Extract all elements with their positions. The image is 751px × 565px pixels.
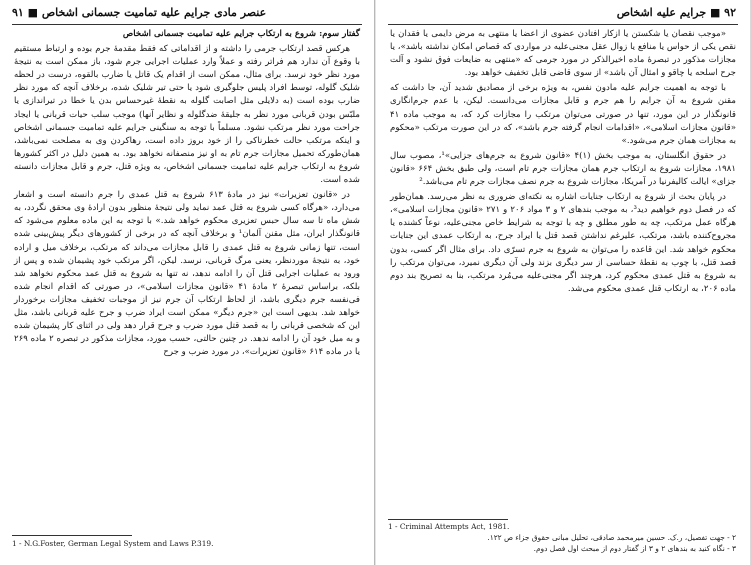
left-footnote-separator <box>12 535 132 536</box>
right-paragraph-1: «موجب نقصان یا شکستن یا ازکار افتادن عضوی از اعضا یا منتهی به مرض دایمی یا فقدان یا نقص یکی از حواس یا منافع یا زوال عقل مجنی‌علیه در مواردی که قصاص امکان نداشته باشد»، یا مجازات مذکور در تبصرهٔ ماده اخیرالذکر در مورد جرمی که «منتهی به ضایعات فوق نشود و آلت جرح اسلحه یا چاقو و امثال آن باشد» از سوی قاضی قابل تخفیف خواهد بود. <box>390 29 736 79</box>
right-header-rule <box>388 24 738 25</box>
left-page <box>0 0 375 565</box>
right-paragraph-3: در حقوق انگلستان، به موجب بخش (۱)۴ «قانون شروع به جرم‌های جزایی»¹، مصوب سال ۱۹۸۱، مجازات شروع به ارتکاب جرم همان مجازات جرم تام است، ولی طبق بخش ۶۶۴ «قانون جزای» ایالت کالیفرنیا در آمریکا، مجازات شروع به جرم نصف مجازات جرم تام می‌باشد.² <box>390 150 737 188</box>
left-paragraph-1: هرکس قصد ارتکاب جرمی را داشته و از اقداماتی که فقط مقدمهٔ جرم بوده و ارتباط مستقیم با وقوع آن ندارد هم فراتر رفته و عملاً وارد عملیات اجرایی جرم شود، باز ممکن است به نتیجهٔ مورد نظر خود نرسد. برای مثال، ممکن است از اقدام یک قاتل یا ضارب بالقوه، درست در لحظه شلیک گلوله، توسط افراد پلیس جلوگیری شود یا حتی تیر شلیک شده، برخلاف آنچه که مورد نظر ضارب بوده است (به دلایلی مثل اصابت گلوله به نقطهٔ غیرحساس بدن یا خطا در تیراندازی یا ملبّس بودن قربانی مورد نظر به جلیقهٔ ضدگلوله و نظایر آنها) موجب سلب حیات قربانی یا ایجاد جراحت مورد نظر مرتکب نشود. مسلماً با توجه به سنگینی جرایم علیه تمامیت جسمانی اشخاص و اینکه مرتکب حالت خطرناکی را از خود بروز داده است، رهاکردن وی به مصلحت نمی‌باشد، همان‌طورکه تحمیل مجازات جرم تام به او نیز منصفانه نخواهد بود. به همین دلیل در اکثر کشورها شروع به ارتکاب جرایم علیه تمامیت جسمانی اشخاص، به ویژه قتل، جرم و قابل مجازات دانسته شده است. <box>14 44 360 186</box>
right-page <box>375 0 750 565</box>
left-header-rule <box>12 24 362 25</box>
left-page-body <box>14 28 360 359</box>
left-footnote: 1 - N.G.Foster, German Legal System and Laws P.319. <box>12 539 214 548</box>
section-heading: گفتار سوم: شروع به ارتکاب جرایم علیه تمامیت جسمانی اشخاص <box>122 29 360 39</box>
right-footnote-3: ۳ - نگاه کنید به بندهای ۲ و ۳ از گفتار دوم از مبحث اول فصل دوم. <box>533 544 736 553</box>
right-footnote-2: ۲ - جهت تفصیل، ر.ک. حسین میرمحمد صادقی، تحلیل مبانی حقوق جزاء ص ۱۲۲. <box>487 533 736 542</box>
right-running-header: ۹۲ ■ جرایم علیه اشخاص <box>616 6 736 19</box>
right-paragraph-2: با توجه به اهمیت جرایم علیه مادون نفس، به ویژه برخی از مصادیق شدید آن، جا داشت که مقنن شروع به آن جرایم را هم جرم و قابل مجازات می‌دانست. لیکن، با عدم جرم‌انگاری قانونگذار در این مورد، تنها در صورتی می‌توان مرتکب را مجازات کرد که، به موجب ماده ۴۱ «قانون مجازات اسلامی»، «اقدامات انجام گرفته جرم باشد»، که در این صورت مرتکب «محکوم به مجازات همان جرم می‌شود.» <box>390 83 736 146</box>
right-page-body <box>390 28 736 296</box>
right-paragraph-4: در پایان بحث از شروع به ارتکاب جنایات اشاره به نکته‌ای ضروری به نظر می‌رسد. همان‌طور که در فصل دوم خواهیم دید³، به موجب بندهای ۲ و ۳ مواد ۲۰۶ و ۲۷۱ «قانون مجازات اسلامی»، هرگاه عمل مرتکب، چه به طور مطلق و چه با توجه به شرایط خاص مجنی‌علیه، نوعاً کشنده یا مجروح‌کننده باشد، مرتکب، علیرغم نداشتن قصد قتل یا ایراد جرح، به ارتکاب عمدی این جنایات محکوم خواهد شد. این قاعده را می‌توان به شروع به جرم تسرّی داد. برای مثال اگر کسی، بدون قصد قتل، با چوب به نقطهٔ حساسی از سر دیگری بزند ولی آن دیگری نمیرد، می‌توان مرتکب را به شروع به قتل عمدی محکوم کرد، هرچند اگر مجنی‌علیه می‌مُرد مرتکب، بنا به تصریح بند دوم ماده ۲۰۶، به ارتکاب قتل عمدی محکوم می‌شد. <box>390 192 736 294</box>
left-running-header: عنصر مادی جرایم علیه تمامیت جسمانی اشخاص ■ ۹۱ <box>12 6 267 19</box>
right-footnote-separator <box>388 519 508 520</box>
right-footnote-1: 1 - Criminal Attempts Act, 1981. <box>388 522 510 531</box>
left-paragraph-2: در «قانون تعزیرات» نیز در مادهٔ ۶۱۳ شروع به قتل عمدی را جرم دانسته است و اشعار می‌دارد، «هرگاه کسی شروع به قتل عمد نماید ولی نتیجهٔ منظور بدون ارادهٔ وی محقق نگردد، به شش ماه تا سه سال حبس تعزیری محکوم خواهد شد.» با توجه به این ماده معلوم می‌شود که قانونگذار ایران، مثل مقنن آلمان¹ و برخلاف آنچه که در برخی از کشورهای دیگر پیش‌بینی شده است، تنها زمانی شروع به قتل عمدی را قابل مجازات می‌داند که مرتکب، برخلاف میل و اراده خود، به نتیجهٔ موردنظر، یعنی مرگ قربانی، نرسد. لیکن، اگر مرتکب خود پشیمان شده و پس از ورود به عملیات اجرایی قتل آن را ادامه ندهد، نه تنها به شروع به قتل عمد محکوم نخواهد شد بلکه، براساس تبصرهٔ ۲ مادهٔ ۴۱ «قانون مجازات اسلامی»، در صورتی که اقدام انجام شده فی‌نفسه جرم دیگری باشد، از لحاظ ارتکاب آن جرم نیز از موجبات تخفیف مجازات برخوردار خواهد شد. بدیهی است این «جرم دیگر» ممکن است ایراد ضرب و جرح علیه قربانی باشد، مثل این که شخصی قربانی را به قصد قتل مورد ضرب و جرح قرار دهد ولی در اثنای کار پشیمان شده و به میل خود آن را ادامه ندهد. در چنین حالتی، حسب مورد، مجازات مذکور در تبصره ۲ ماده ۲۶۹ یا در ماده ۶۱۴ «قانون تعزیرات»، در مورد ضرب و جرح <box>14 190 361 358</box>
